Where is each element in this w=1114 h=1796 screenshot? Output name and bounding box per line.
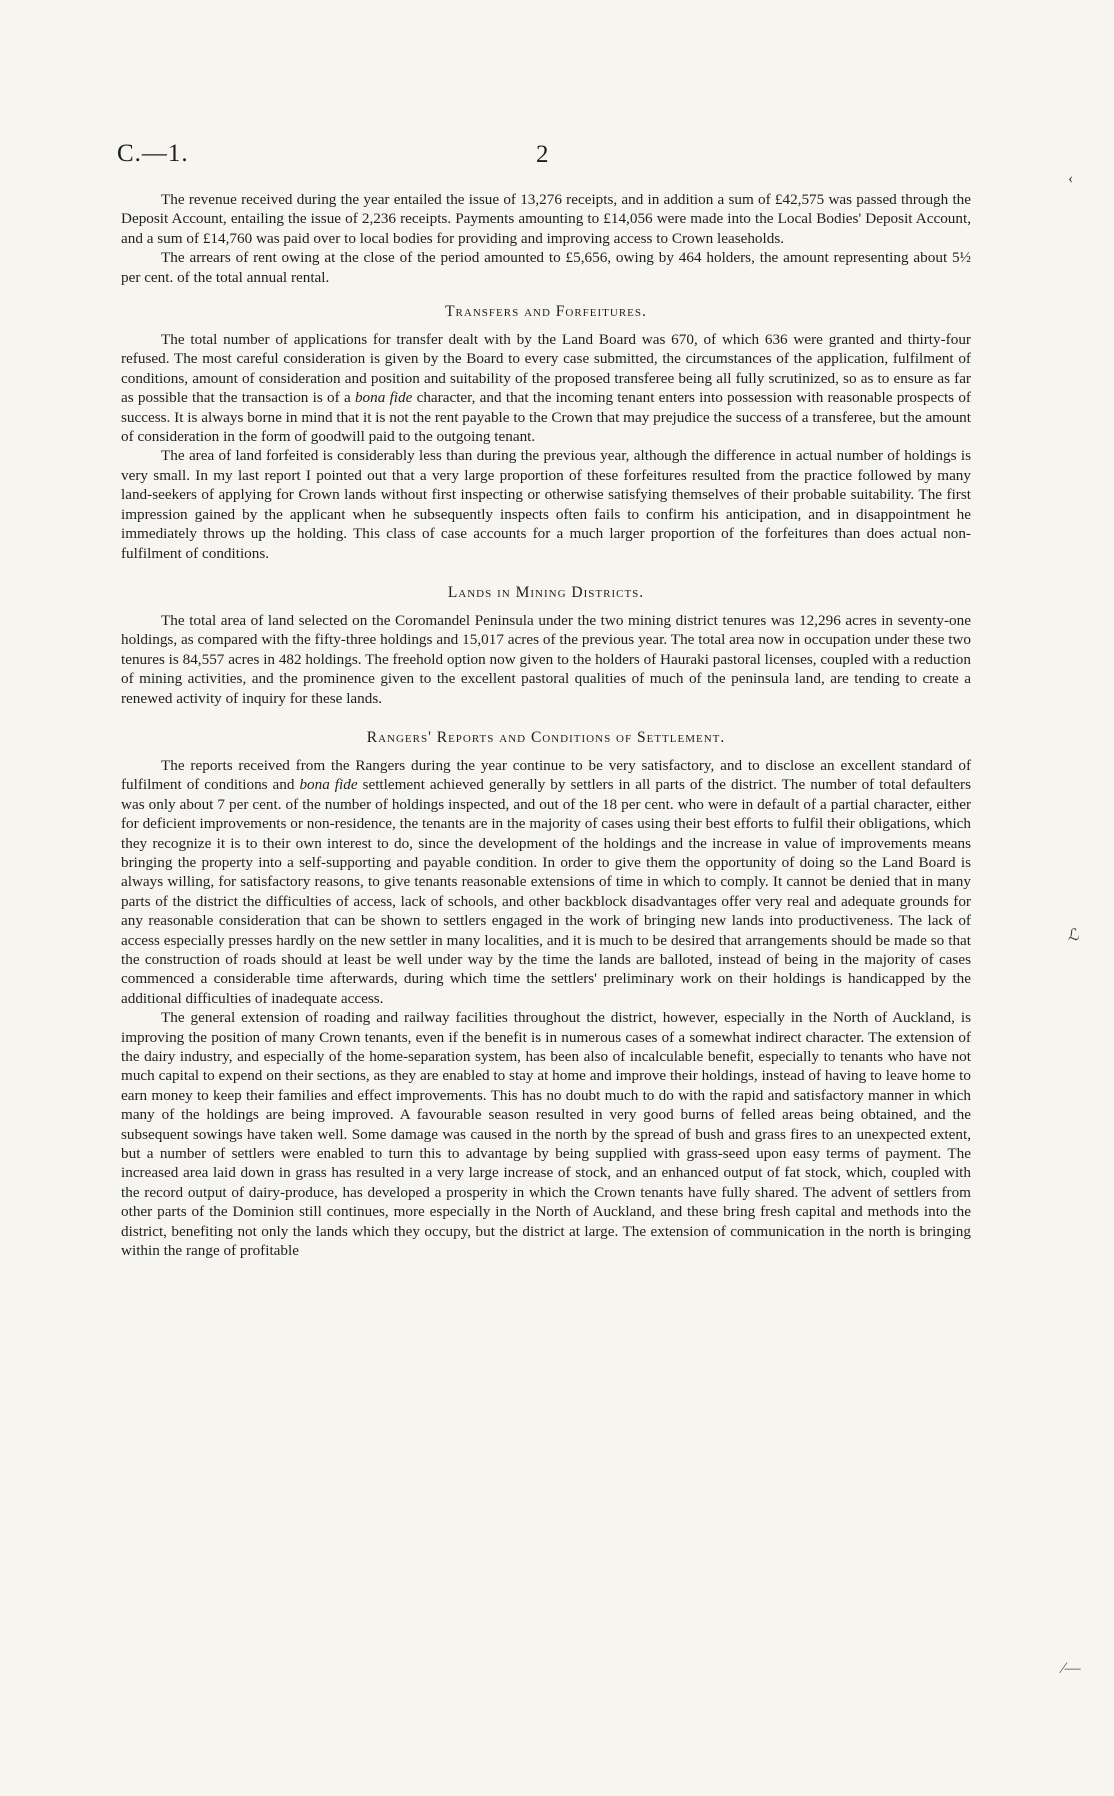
- page-number: 2: [536, 141, 549, 168]
- paragraph: The arrears of rent owing at the close of the period amounted to £5,656, owing by 464 holders, the amount representing about 5½ per cent. of the total annual rental.: [121, 249, 971, 286]
- paragraph: The reports received from the Rangers during the year continue to be very satisfactory, and to disclose an excellent standard of fulfilment of conditions and bona fide settlement achieved generally by settlers in all parts of the district. The number of total defaulters was only about 7 per cent. of the number of holdings inspected, and out of the 18 per cent. who were in default of a partial character, either for deficient improvements or non-residence, the tenants are in the majority of cases using their best efforts to fulfil their obligations, which they recognize it is to their own interest to do, since the development of the holdings and the increase in value of improvements means bringing the property into a self-supporting and payable condition. In order to give them the opportunity of doing so the Land Board is always willing, for satisfactory reasons, to give tenants reasonable extensions of time in which to comply. It cannot be denied that in many parts of the district the difficulties of access, lack of schools, and other backblock disadvantages offer very real and adequate grounds for any reasonable consideration that can be shown to settlers engaged in the work of bringing new lands into productiveness. The lack of access especially presses hardly on the new settler in many localities, and it is much to be desired that arrangements should be made so that the construction of roads should at least be well under way by the time the lands are balloted, instead of being in the majority of cases commenced a considerable time afterwards, during which time the settlers' preliminary work on their holdings is handicapped by the additional difficulties of inadequate access.: [121, 756, 972, 1007]
- paragraph: The general extension of roading and railway facilities throughout the district, however, especially in the North of Auckland, is improving the position of many Crown tenants, even if the benefit is in numerous cases of a somewhat indirect character. The extension of the dairy industry, and especially of the home-separation system, has been also of incalculable benefit, especially to tenants who have not much capital to expend on their sections, as they are enabled to stay at home and improve their holdings, instead of having to leave home to earn money to keep their families and effect improvements. This has no doubt much to do with the rapid and satisfactory manner in which many of the holdings are being improved. A favourable season resulted in very good burns of felled areas being obtained, and the subsequent sowings have taken well. Some damage was caused in the north by the spread of bush and grass fires to an unexpected extent, but a number of settlers were enabled to turn this to advantage by being supplied with grass-seed upon easy terms of payment. The increased area laid down in grass has resulted in a very large increase of stock, and an enhanced output of fat stock, which, coupled with the record output of dairy-produce, has developed a prosperity in which the Crown tenants have fully shared. The advent of settlers from other parts of the Dominion still continues, more especially in the North of Auckland, and these bring fresh capital and methods into the district, benefiting not only the lands which they occupy, but the district at large. The extension of communication in the north is bringing within the range of profitable: [121, 1009, 971, 1260]
- section-heading: Rangers' Reports and Conditions of Settlement.: [366, 728, 726, 746]
- paragraph: The revenue received during the year entailed the issue of 13,276 receipts, and in addition a sum of £42,575 was passed through the Deposit Account, entailing the issue of 2,236 receipts. Payments amounting to £14,056 were made into the Local Bodies' Deposit Account, and a sum of £14,760 was paid over to local bodies for providing and improving access to Crown leaseholds.: [121, 191, 971, 247]
- italic-term: bona fide: [354, 389, 413, 407]
- section-heading: Lands in Mining Districts.: [447, 583, 645, 601]
- scan-mark: ‹: [1068, 170, 1074, 187]
- scan-mark: ℒ: [1068, 927, 1080, 944]
- document-reference: C.—1.: [117, 140, 189, 167]
- section-heading: Transfers and Forfeitures.: [445, 303, 647, 321]
- italic-term: bona fide: [299, 776, 358, 794]
- paragraph: The total area of land selected on the Coromandel Peninsula under the two mining district tenures was 12,296 acres in seventy-one holdings, as compared with the fifty-three holdings and 15,017 acres of the previous year. The total area now in occupation under these two tenures is 84,557 acres in 482 holdings. The freehold option now given to the holders of Hauraki pastoral licenses, coupled with a reduction of mining activities, and the prominence given to the excellent pastoral qualities of much of the peninsula land, are tending to create a renewed activity of inquiry for these lands.: [121, 611, 971, 707]
- paragraph: The area of land forfeited is considerably less than during the previous year, although the difference in actual number of holdings is very small. In my last report I pointed out that a very large proportion of these forfeitures resulted from the practice followed by many land-seekers of applying for Crown lands without first inspecting or otherwise satisfying themselves of their probable suitability. The first impression gained by the applicant when he subsequently inspects often fails to confirm his anticipation, and in disappointment he immediately throws up the holding. This class of case accounts for a much larger proportion of the forfeitures than does actual non-fulfilment of conditions.: [121, 447, 971, 562]
- scan-mark: ⁄—: [1062, 1660, 1081, 1677]
- paragraph: The total number of applications for transfer dealt with by the Land Board was 670, of which 636 were granted and thirty-four refused. The most careful consideration is given by the Board to every case submitted, the circumstances of the application, fulfilment of conditions, amount of consideration and position and suitability of the proposed transferee being all fully scrutinized, so as to ensure as far as possible that the transaction is of a bona fide character, and that the incoming tenant enters into possession with reasonable prospects of success. It is always borne in mind that it is not the rent payable to the Crown that may prejudice the success of a transferee, but the amount of consideration in the form of goodwill paid to the outgoing tenant.: [121, 331, 971, 446]
- body-text: [121, 190, 971, 1261]
